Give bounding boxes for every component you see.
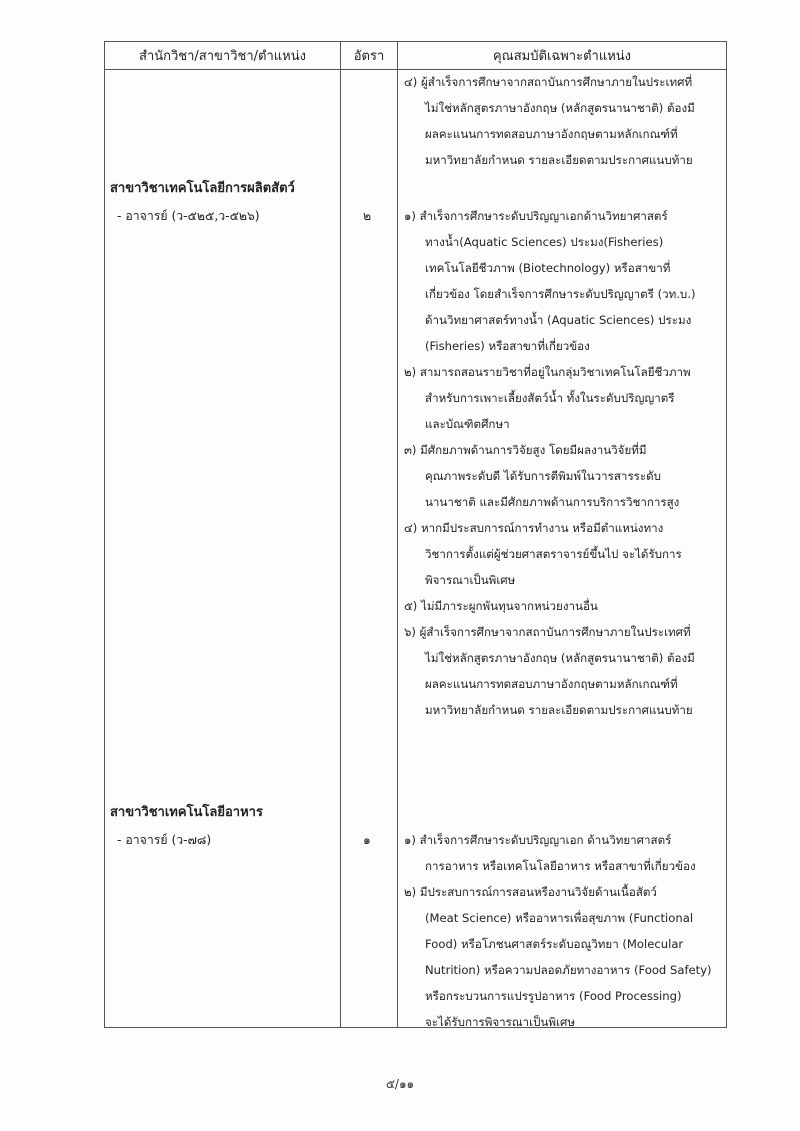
- qualifications-column: ๔) ผู้สำเร็จการศึกษาจากสถาบันการศึกษาภายในประเทศที่ ไม่ใช่หลักสูตรภาษาอังกฤษ (หลักสูตรนานาชาติ) ต้องมี ผลคะแนนการทดสอบภาษาอังกฤษตามหลักเกณฑ์ที่ มหาวิทยาลัยกำหนด รายละเอียดตามประกาศแนบท้าย ๑) สำเร็จการศึกษาระดับปริญญาเอกด้านวิทยาศาสตร์ ทางน้ำ(Aquatic Sciences) ประมง(Fisheries) เทคโนโลยีชีวภาพ (Biotechnology) หรือสาขาที่ เกี่ยวข้อง โดยสำเร็จการศึกษาระดับปริญญาตรี (วท.บ.) ด้านวิทยาศาสตร์ทางน้ำ (Aquatic Sciences) ประมง (Fisheries) หรือสาขาที่เกี่ยวข้อง ๒) สามารถสอนรายวิชาที่อยู่ในกลุ่มวิชาเทคโนโลยีชีวภาพ สำหรับการเพาะเลี้ยงสัตว์น้ำ ทั้งในระดับปริญญาตรี และบัณฑิตศึกษา ๓) มีศักยภาพด้านการวิจัยสูง โดยมีผลงานวิจัยที่มี คุณภาพระดับดี ได้รับการตีพิมพ์ในวารสารระดับ นานาชาติ และมีศักยภาพด้านการบริการวิชาการสูง ๔) หากมีประสบการณ์การทำงาน หรือมีตำแหน่งทาง วิชาการตั้งแต่ผู้ช่วยศาสตราจารย์ขึ้นไป จะได้รับการ พิจารณาเป็นพิเศษ ๕) ไม่มีภาระผูกพันทุนจากหน่วยงานอื่น ๖) ผู้สำเร็จการศึกษาจากสถาบันการศึกษาภายในประเทศที่ ไม่ใช่หลักสูตรภาษาอังกฤษ (หลักสูตรนานาชาติ) ต้องมี ผลคะแนนการทดสอบภาษาอังกฤษตามหลักเกณฑ์ที่ มหาวิทยาลัยกำหนด รายละเอียดตามประกาศแนบท้าย ๑) สำเร็จการศึกษาระดับปริญญาเอก ด้านวิทยาศาสตร์ การอาหาร หรือเทคโนโลยีอาหาร หรือสาขาที่เกี่ยวข้อง ๒) มีประสบการณ์การสอนหรืองานวิจัยด้านเนื้อสัตว์ (Meat Science) หรืออาหารเพื่อสุขภาพ (Functional Food) หรือโภชนศาสตร์ระดับอณูวิทยา (Molecular Nutrition) หรือความปลอดภัยทางอาหาร (Food Safety) หรือกระบวนการแปรรูปอาหาร (Food Processing) จะได้รับการพิจารณาเป็นพิเศษ: [398, 70, 727, 1028]
- header-qualifications: คุณสมบัติเฉพาะตำแหน่ง: [398, 42, 727, 70]
- qualification-table: [104, 41, 727, 1028]
- department-animal-production: สาขาวิชาเทคโนโลยีการผลิตสัตว์: [110, 181, 295, 196]
- quota-animal-production: ๒: [363, 209, 372, 223]
- table-header-row: [105, 42, 727, 70]
- quota-column: [341, 70, 398, 1028]
- department-food-technology: สาขาวิชาเทคโนโลยีอาหาร: [110, 805, 263, 820]
- header-quota: อัตรา: [341, 42, 398, 70]
- page-number: ๕/๑๑: [385, 1077, 415, 1091]
- position-animal-production: - อาจารย์ (ว-๕๒๕,ว-๕๒๖): [117, 209, 260, 223]
- header-department: สำนักวิชา/สาขาวิชา/ตำแหน่ง: [105, 42, 341, 70]
- quota-food-technology: ๑: [363, 833, 371, 847]
- department-column: [105, 70, 341, 1028]
- table-body-row: [105, 70, 727, 1028]
- position-food-technology: - อาจารย์ (ว-๗๘): [117, 833, 212, 847]
